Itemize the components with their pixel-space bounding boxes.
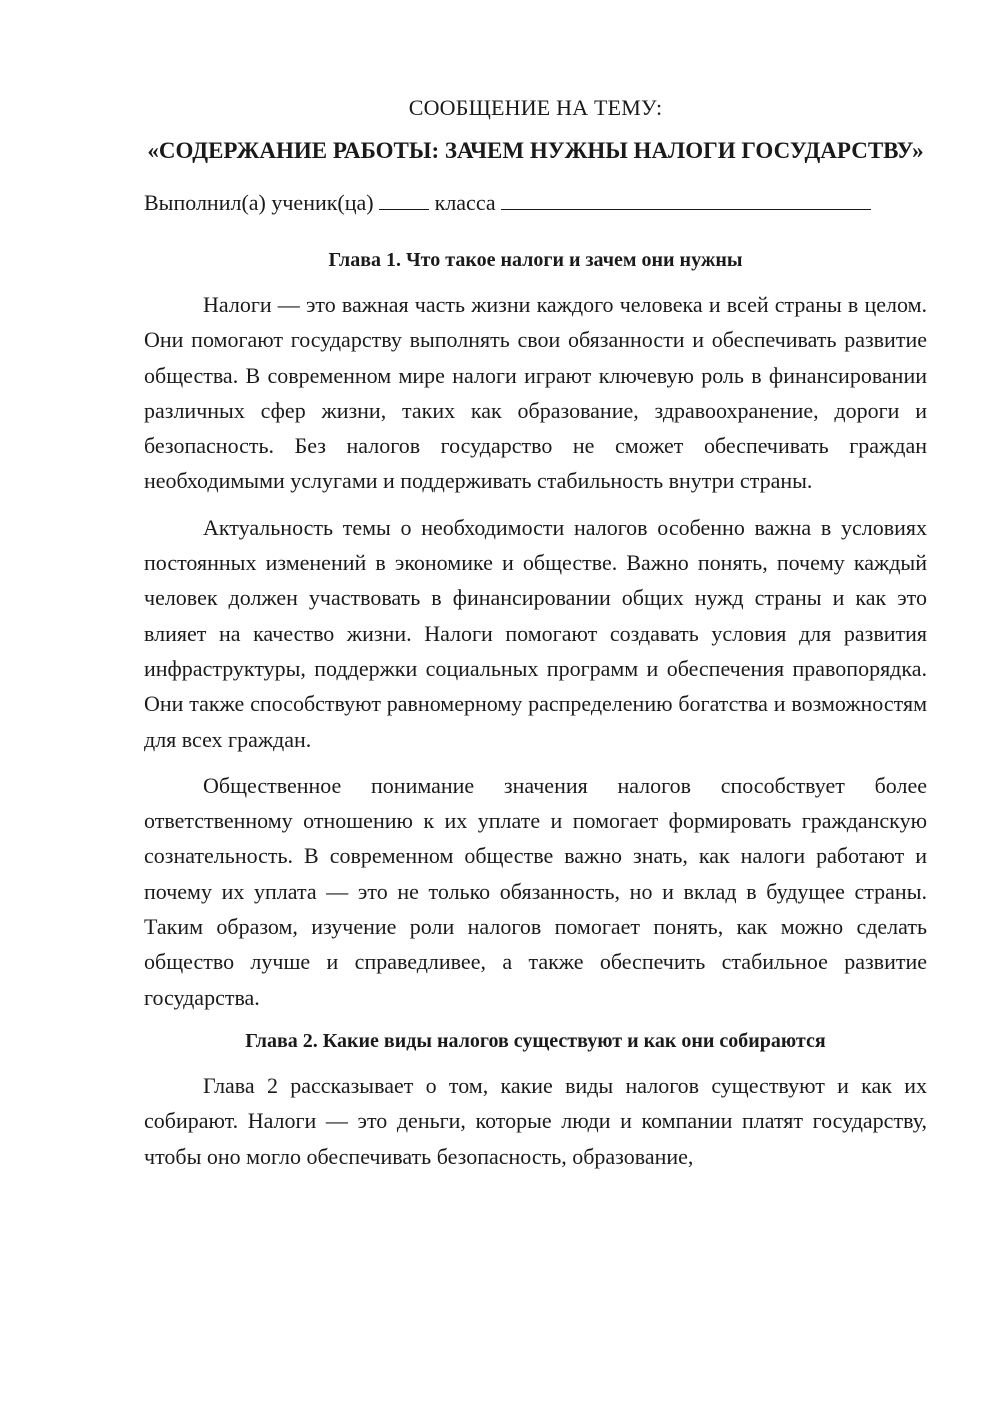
chapter-1-heading: Глава 1. Что такое налоги и зачем они нужны <box>328 249 743 271</box>
chapter-1-paragraph-2: Актуальность темы о необходимости налогов особенно важна в условиях постоянных изменений в экономике и обществе. Важно понять, почему каждый человек должен участвовать в финансировании общих нужд страны и как это влияет на качество жизни. Налоги помогают создавать условия для развития инфраструктуры, поддержки социальных программ и обеспечения правопорядка. Они также способствуют равномерному распределению богатства и возможностям для всех граждан. <box>144 514 927 752</box>
chapter-1-paragraph-3: Общественное понимание значения налогов способствует более ответственному отношению к их уплате и помогает формировать гражданскую сознательность. В современном обществе важно знать, как налоги работают и почему их уплата — это не только обязанность, но и вклад в будущее страны. Таким образом, изучение роли налогов помогает понять, как можно сделать общество лучше и справедливее, а также обеспечить стабильное развитие государства. <box>144 772 927 1010</box>
document-kicker: СООБЩЕНИЕ НА ТЕМУ: <box>408 95 663 120</box>
document-page <box>144 92 927 1185</box>
document-title: «СОДЕРЖАНИЕ РАБОТЫ: ЗАЧЕМ НУЖНЫ НАЛОГИ ГОСУДАРСТВУ» <box>147 138 924 163</box>
chapter-2-paragraph-1: Глава 2 рассказывает о том, какие виды налогов существуют и как их собирают. Налоги — это деньги, которые люди и компании платят государству, чтобы оно могло обеспечивать безопасность, образование, <box>144 1072 927 1169</box>
author-line <box>144 187 927 219</box>
class-number-blank[interactable] <box>379 187 429 210</box>
author-prefix: Выполнил(а) ученик(ца) <box>144 190 374 215</box>
class-word: класса <box>434 190 496 215</box>
student-name-blank[interactable] <box>501 187 871 210</box>
chapter-1-paragraph-1: Налоги — это важная часть жизни каждого человека и всей страны в целом. Они помогают государству выполнять свои обязанности и обеспечивать развитие общества. В современном мире налоги играют ключевую роль в финансировании различных сфер жизни, таких как образование, здравоохранение, дороги и безопасность. Без налогов государство не сможет обеспечивать граждан необходимыми услугами и поддерживать стабильность внутри страны. <box>144 292 927 494</box>
chapter-2-heading: Глава 2. Какие виды налогов существуют и как они собираются <box>245 1029 826 1052</box>
